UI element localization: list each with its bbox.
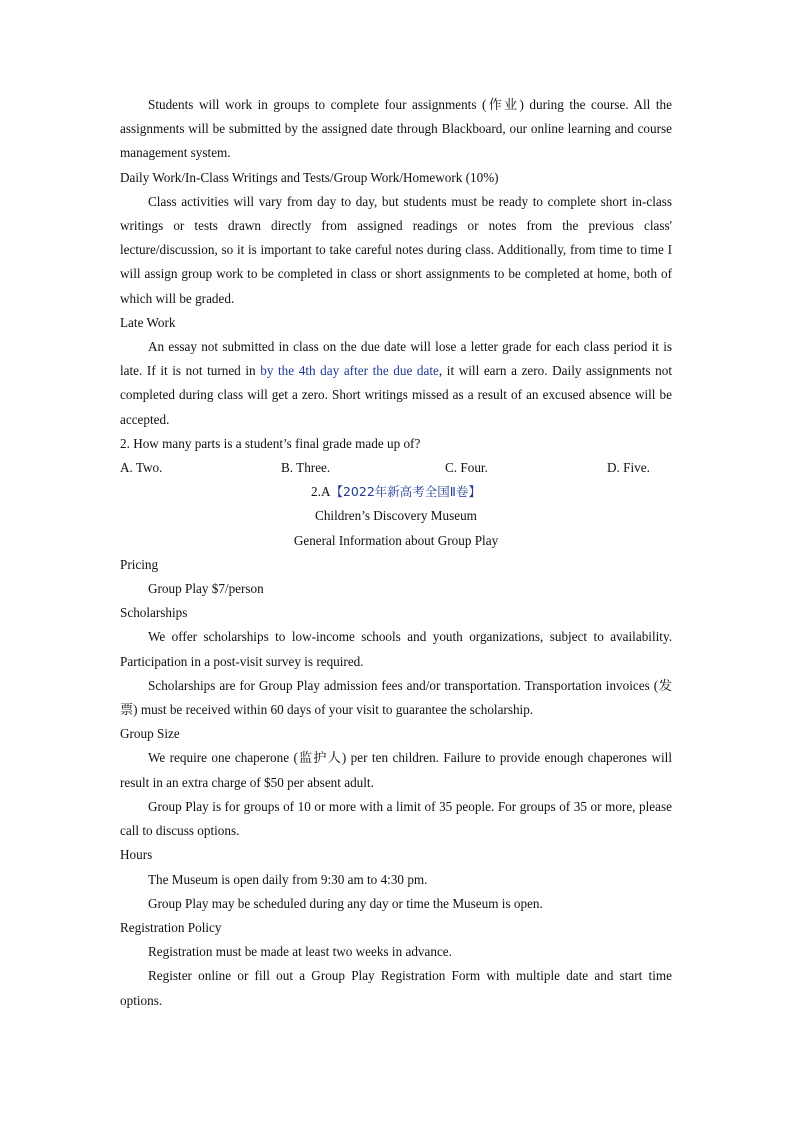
late-work-highlight: by the 4th day after the due date bbox=[260, 363, 439, 379]
paragraph-daily-work: Class activities will vary from day to day, but students must be ready to complete short in-class writings or tests drawn directly from assigned readings or notes from the previous class' lecture/discussion, so it is important to take careful notes during class. Additionally, from time to time I will assign group work to be completed in class or short assignments to be completed at home, both of which will be graded. bbox=[120, 193, 672, 306]
answer-label: 2.A bbox=[311, 484, 331, 500]
option-b: B. Three. bbox=[281, 460, 331, 476]
heading-late-work: Late Work bbox=[120, 314, 176, 330]
heading-group-size: Group Size bbox=[120, 726, 180, 742]
paragraph-group-size-1: We require one chaperone (监护人) per ten children. Failure to provide enough chaperones will result in an extra charge of $50 per absent adult. bbox=[120, 750, 672, 790]
passage-title: Children’s Discovery Museum bbox=[315, 508, 477, 524]
paragraph-scholarships-1: We offer scholarships to low-income schools and youth organizations, subject to availability. Participation in a post-visit survey is required. bbox=[120, 629, 672, 669]
heading-daily-work: Daily Work/In-Class Writings and Tests/Group Work/Homework (10%) bbox=[120, 169, 499, 185]
paragraph-hours-2: Group Play may be scheduled during any day or time the Museum is open. bbox=[148, 895, 543, 911]
question-text: 2. How many parts is a student’s final grade made up of? bbox=[120, 435, 421, 451]
heading-hours: Hours bbox=[120, 847, 153, 863]
answer-line bbox=[120, 480, 672, 504]
late-work-text-2: , it will earn a zero. Daily assignments not completed during class will get a zero. Short writings missed as a result of an excused absence will be accepted. bbox=[120, 363, 672, 427]
document-page bbox=[120, 93, 672, 1013]
option-d: D. Five. bbox=[607, 460, 650, 476]
late-work-text-1: An essay not submitted in class on the due date will lose a letter grade for each class period it is late. If it is not turned in bbox=[120, 339, 672, 379]
passage-subtitle: General Information about Group Play bbox=[293, 532, 499, 548]
paragraph-group-size-2: Group Play is for groups of 10 or more with a limit of 35 people. For groups of 35 or more, please call to discuss options. bbox=[120, 798, 672, 839]
option-c: C. Four. bbox=[445, 460, 488, 476]
heading-pricing: Pricing bbox=[120, 556, 159, 572]
heading-scholarships: Scholarships bbox=[120, 605, 188, 621]
paragraph-registration-1: Registration must be made at least two weeks in advance. bbox=[148, 944, 452, 960]
answer-source: 【2022年新高考全国Ⅱ卷】 bbox=[330, 484, 481, 500]
paragraph-assignments: Students will work in groups to complete four assignments (作业) during the course. All the assignments will be submitted by the assigned date through Blackboard, our online learning and course management system. bbox=[120, 97, 672, 161]
heading-registration: Registration Policy bbox=[120, 919, 222, 935]
paragraph-registration-2: Register online or fill out a Group Play Registration Form with multiple date and start time options. bbox=[120, 968, 672, 1008]
paragraph-pricing: Group Play $7/person bbox=[148, 581, 264, 597]
paragraph-hours-1: The Museum is open daily from 9:30 am to 4:30 pm. bbox=[148, 871, 428, 887]
option-a: A. Two. bbox=[120, 460, 163, 476]
paragraph-scholarships-2: Scholarships are for Group Play admission fees and/or transportation. Transportation invoices (发票) must be received within 60 days of your visit to guarantee the scholarship. bbox=[120, 677, 672, 718]
answer-options bbox=[120, 456, 672, 480]
paragraph-late-work bbox=[120, 335, 672, 432]
